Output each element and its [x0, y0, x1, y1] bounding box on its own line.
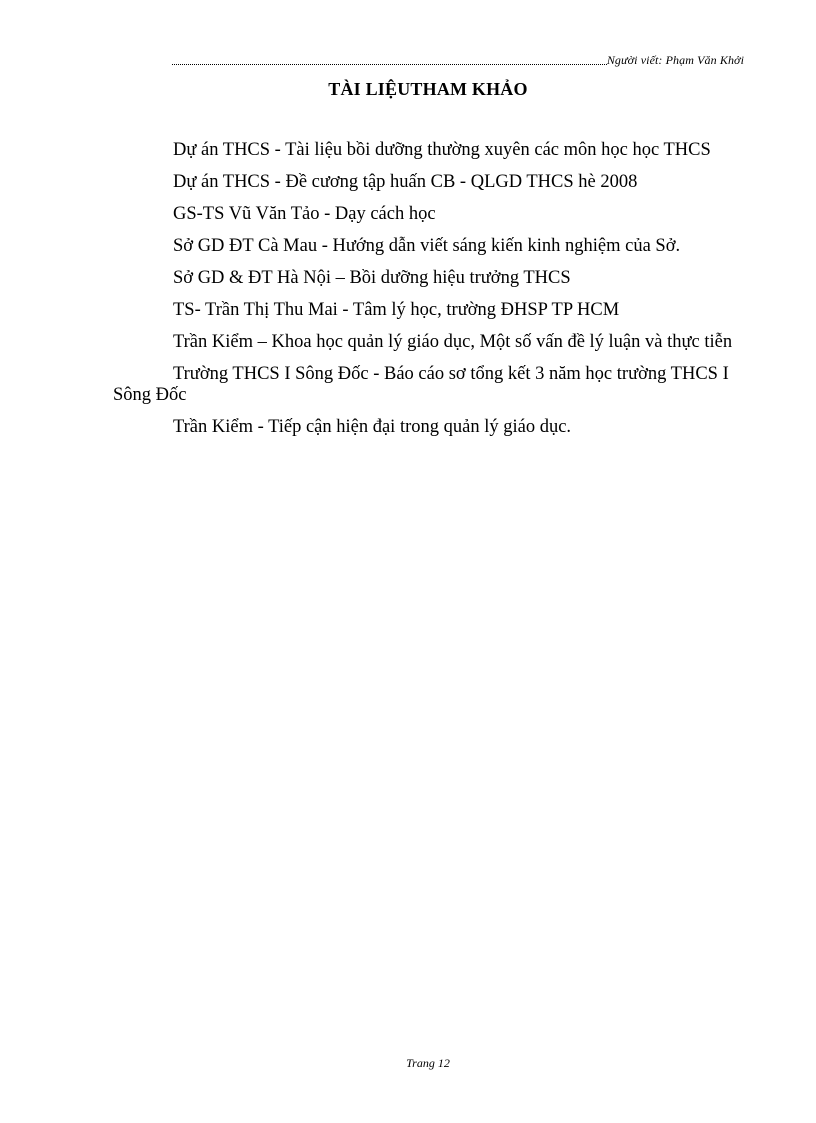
reference-item: Trường THCS I Sông Đốc - Báo cáo sơ tổng kết 3 năm học trường THCS I Sông Đốc	[113, 364, 729, 405]
reference-item: Trần Kiểm - Tiếp cận hiện đại trong quản lý giáo dục.	[173, 417, 572, 437]
page-title: TÀI LIỆUTHAM KHẢO	[328, 79, 528, 99]
reference-item: TS- Trần Thị Thu Mai - Tâm lý học, trường ĐHSP TP HCM	[173, 300, 620, 320]
reference-item: Trần Kiểm – Khoa học quản lý giáo dục, Một số vấn đề lý luận và thực tiễn	[173, 332, 733, 352]
reference-item: Dự án THCS - Tài liệu bồi dưỡng thường xuyên các môn học học THCS	[173, 140, 711, 160]
page-number: Trang 12	[406, 1056, 450, 1070]
header-author: Người viết: Phạm Văn Khởi	[606, 53, 744, 67]
header-dotted-leader	[172, 63, 607, 65]
reference-item: Sở GD ĐT Cà Mau - Hướng dẫn viết sáng kiến kinh nghiệm của Sở.	[173, 236, 681, 256]
page-header	[172, 52, 744, 68]
reference-item: Sở GD & ĐT Hà Nội – Bồi dưỡng hiệu trưởng THCS	[173, 268, 571, 288]
reference-item: GS-TS Vũ Văn Tảo - Dạy cách học	[173, 204, 436, 224]
reference-list	[113, 140, 753, 449]
reference-item: Dự án THCS - Đề cương tập huấn CB - QLGD THCS hè 2008	[173, 172, 638, 192]
